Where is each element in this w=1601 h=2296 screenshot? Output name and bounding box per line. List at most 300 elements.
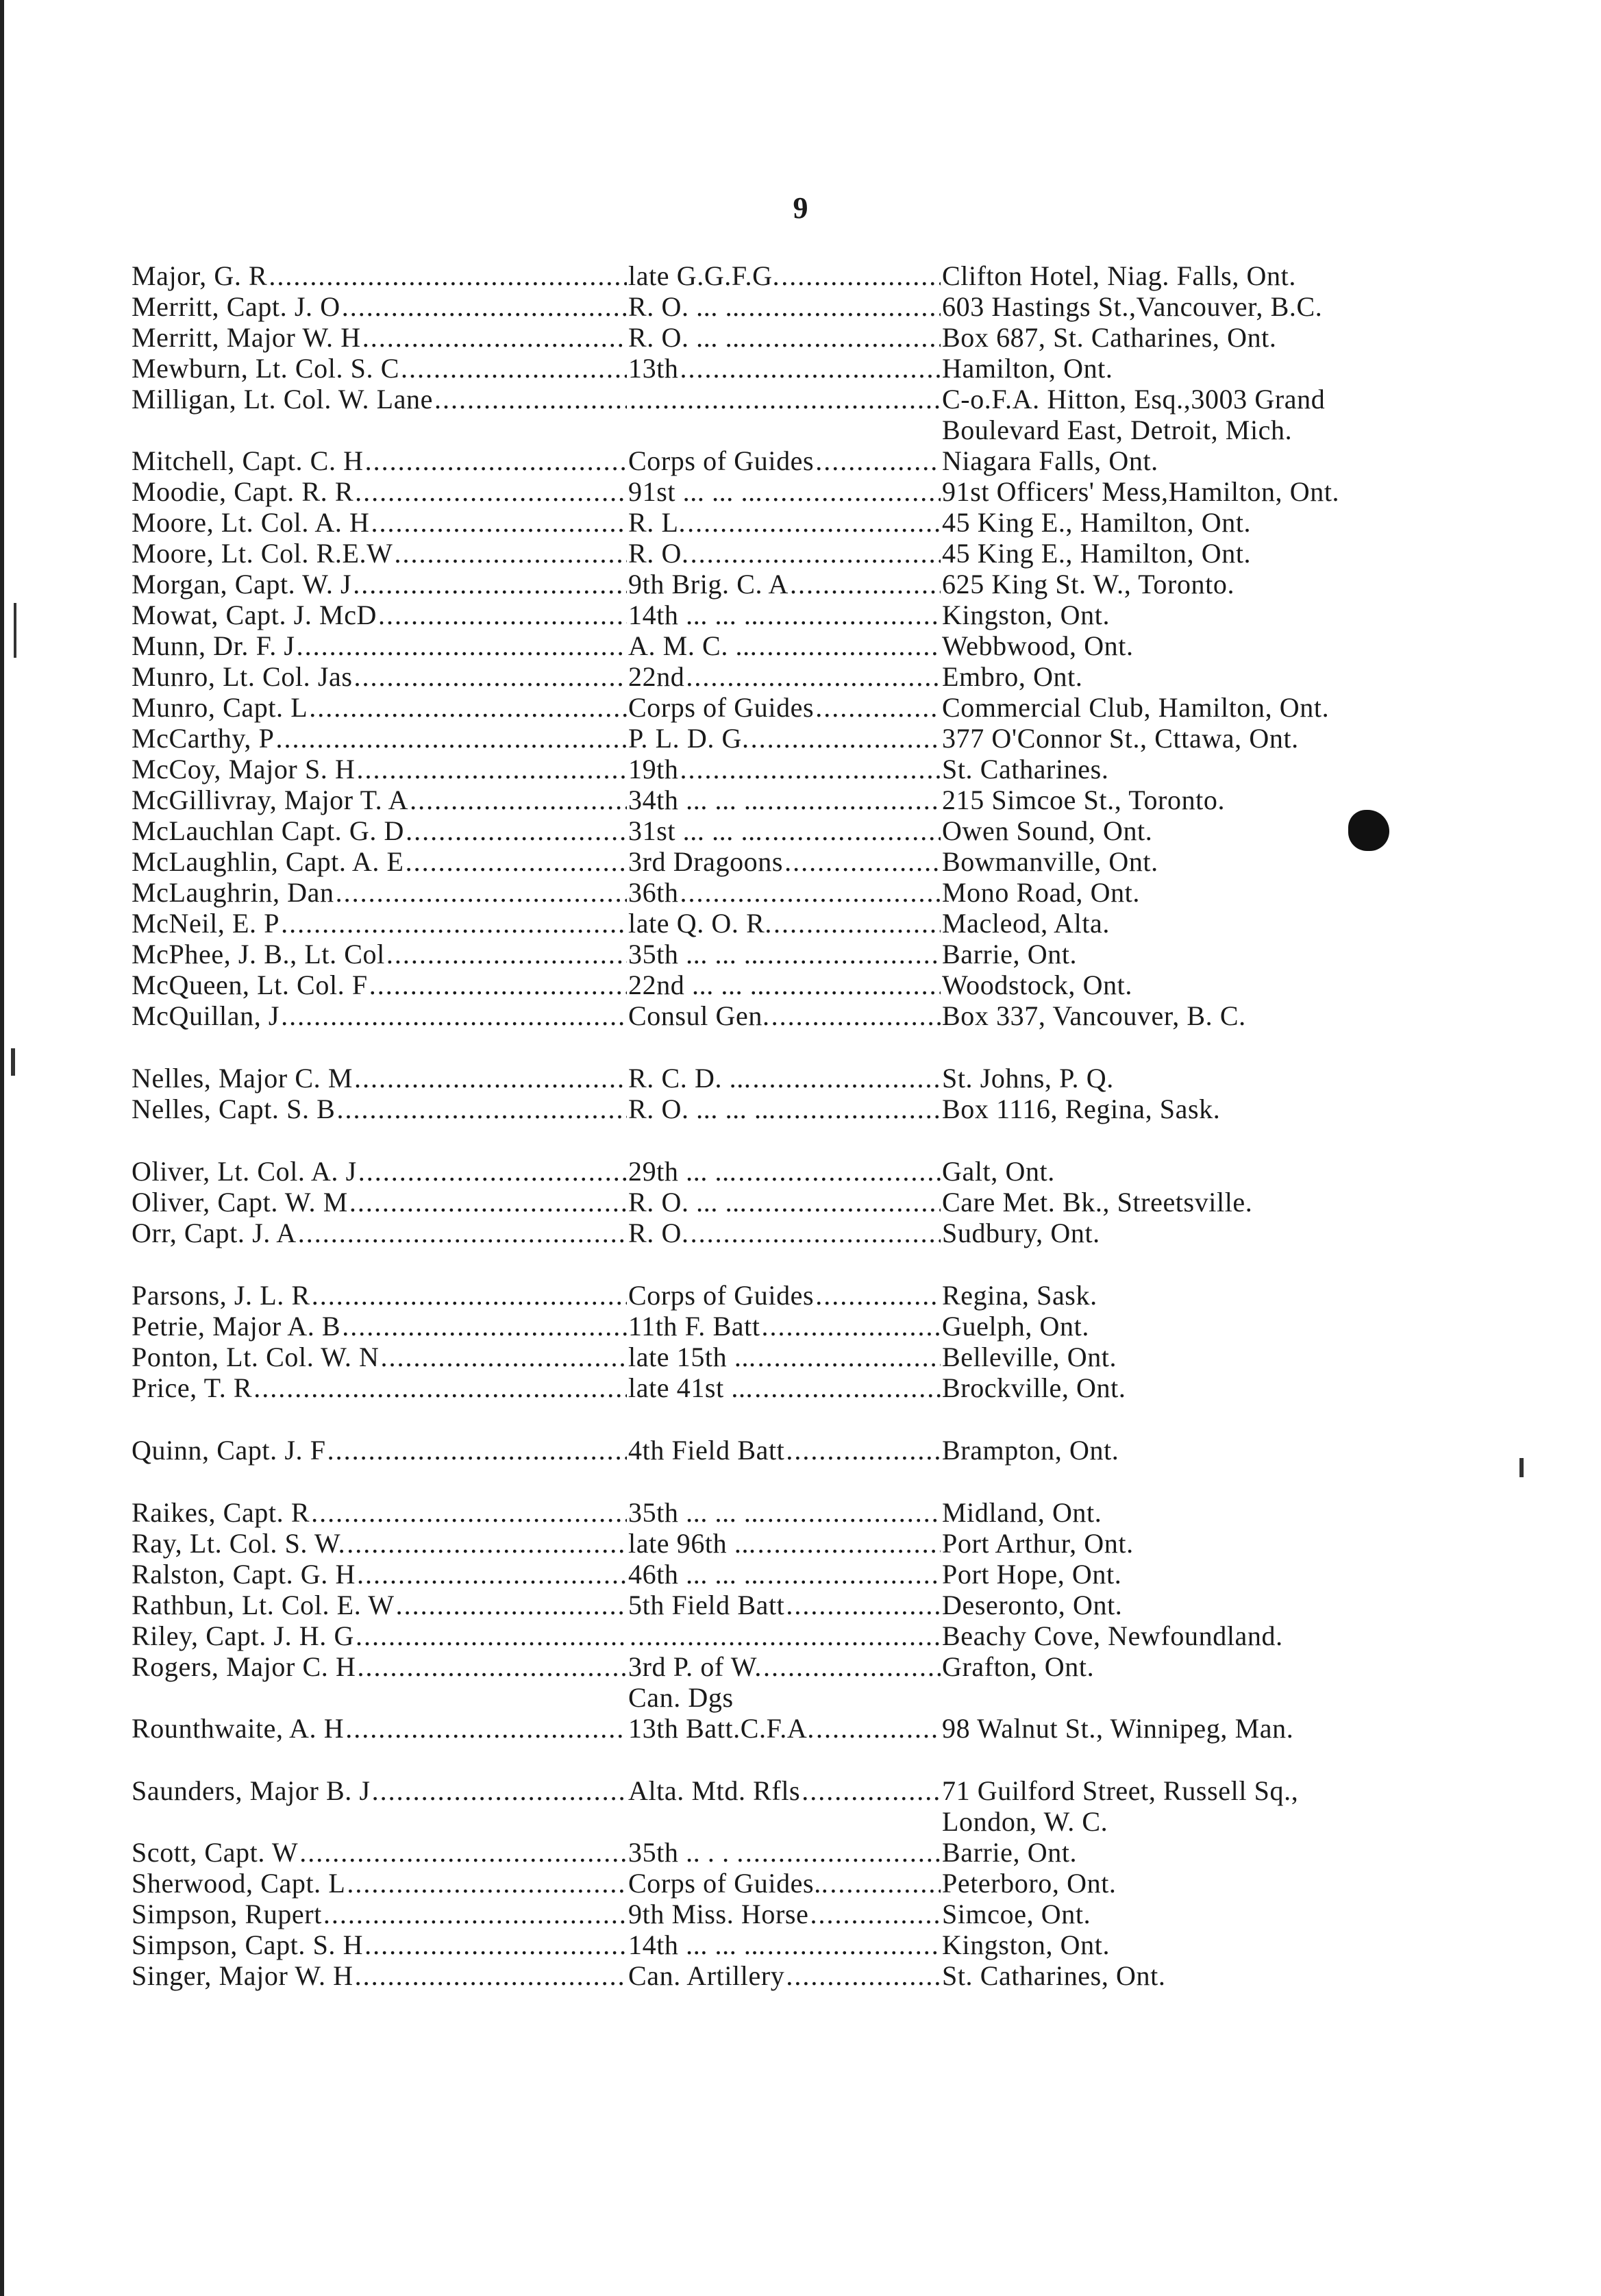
dot-leader bbox=[371, 507, 627, 538]
dot-leader bbox=[357, 754, 628, 785]
entry-unit: Corps of Guides bbox=[628, 445, 815, 476]
entry-unit-cell bbox=[628, 1775, 942, 1837]
entry-address: Box 687, St. Catharines, Ont. bbox=[942, 322, 1277, 353]
entry-unit: 14th ... ... ... bbox=[628, 1929, 766, 1960]
dot-leader bbox=[269, 260, 627, 291]
directory-entry bbox=[132, 1063, 1601, 1094]
entry-name: Scott, Capt. W bbox=[132, 1837, 299, 1868]
dot-leader bbox=[410, 785, 627, 815]
entry-name-cell bbox=[132, 1868, 628, 1899]
dot-leader bbox=[680, 877, 941, 908]
entry-address: Belleville, Ont. bbox=[942, 1342, 1117, 1372]
entry-address-cell bbox=[942, 291, 1480, 322]
entry-unit-cell bbox=[628, 353, 942, 384]
entry-unit: 35th ... ... ... bbox=[628, 1497, 766, 1528]
dot-leader bbox=[401, 353, 627, 384]
dot-leader bbox=[810, 1899, 941, 1929]
entry-name: McPhee, J. B., Lt. Col bbox=[132, 939, 385, 970]
directory-entry bbox=[132, 723, 1601, 754]
ink-blot bbox=[1348, 810, 1389, 851]
entry-unit: 13th bbox=[628, 353, 679, 384]
directory-entry bbox=[132, 1187, 1601, 1218]
directory-group bbox=[0, 1775, 1601, 1991]
entry-unit: 35th .. . . . bbox=[628, 1837, 744, 1868]
entry-unit-cell bbox=[628, 1868, 942, 1899]
entry-address: Port Hope, Ont. bbox=[942, 1559, 1122, 1590]
entry-address: Bowmanville, Ont. bbox=[942, 846, 1158, 877]
dot-leader bbox=[357, 1651, 627, 1682]
entry-name: Oliver, Lt. Col. A. J bbox=[132, 1156, 357, 1187]
entry-name: McCoy, Major S. H bbox=[132, 754, 356, 785]
entry-name: Major, G. R bbox=[132, 260, 268, 291]
dot-leader bbox=[386, 939, 627, 970]
entry-address-cell bbox=[942, 1651, 1480, 1713]
entry-address: Brampton, Ont. bbox=[942, 1435, 1119, 1466]
entry-address: Owen Sound, Ont. bbox=[942, 815, 1153, 846]
entry-name-cell bbox=[132, 970, 628, 1000]
entry-unit-cell bbox=[628, 785, 942, 815]
directory-entry bbox=[132, 476, 1601, 507]
entry-unit-cell bbox=[628, 630, 942, 661]
directory-entry bbox=[132, 877, 1601, 908]
entry-address: Box 1116, Regina, Sask. bbox=[942, 1094, 1221, 1124]
entry-name: McGillivray, Major T. A bbox=[132, 785, 409, 815]
dot-leader bbox=[381, 1342, 627, 1372]
dot-leader bbox=[784, 846, 941, 877]
entry-unit: 3rd P. of W. Can. Dgs bbox=[628, 1651, 762, 1713]
entry-address: 215 Simcoe St., Toronto. bbox=[942, 785, 1226, 815]
directory-entry bbox=[132, 384, 1601, 445]
page-number: 9 bbox=[793, 191, 808, 225]
dot-leader bbox=[372, 1775, 627, 1806]
entry-name: Rogers, Major C. H bbox=[132, 1651, 356, 1682]
entry-address-cell bbox=[942, 260, 1480, 291]
entry-name: Riley, Capt. J. H. G bbox=[132, 1620, 354, 1651]
dot-leader bbox=[253, 1372, 627, 1403]
entry-name: Mowat, Capt. J. McD bbox=[132, 600, 377, 630]
entry-address: Care Met. Bk., Streetsville. bbox=[942, 1187, 1253, 1218]
entry-name: Mitchell, Capt. C. H bbox=[132, 445, 364, 476]
dot-leader bbox=[745, 1837, 941, 1868]
entry-address-cell bbox=[942, 1929, 1480, 1960]
entry-address-cell bbox=[942, 908, 1480, 939]
entry-address: Beachy Cove, Newfoundland. bbox=[942, 1620, 1283, 1651]
entry-unit-cell bbox=[628, 384, 942, 445]
entry-unit: late G.G.F.G. bbox=[628, 260, 780, 291]
directory-entry bbox=[132, 538, 1601, 569]
dot-leader bbox=[311, 1497, 627, 1528]
dot-leader bbox=[312, 1280, 627, 1311]
entry-name-cell bbox=[132, 846, 628, 877]
directory-entry bbox=[132, 939, 1601, 970]
directory-entry bbox=[132, 507, 1601, 538]
entry-unit: R. L. bbox=[628, 507, 686, 538]
directory-entry bbox=[132, 1899, 1601, 1929]
entry-address: Barrie, Ont. bbox=[942, 1837, 1078, 1868]
dot-leader bbox=[347, 1528, 627, 1559]
entry-name: Rounthwaite, A. H bbox=[132, 1713, 345, 1744]
entry-address-cell bbox=[942, 846, 1480, 877]
dot-leader bbox=[781, 260, 941, 291]
directory-group bbox=[0, 1435, 1601, 1466]
entry-name-cell bbox=[132, 1775, 628, 1837]
entry-unit: Corps of Guides bbox=[628, 1280, 815, 1311]
directory-entry bbox=[132, 1000, 1601, 1031]
dot-leader bbox=[354, 661, 627, 692]
dot-leader bbox=[752, 1063, 941, 1094]
entry-unit-cell bbox=[628, 970, 942, 1000]
entry-unit: Corps of Guides.. bbox=[628, 1868, 829, 1899]
dot-leader bbox=[767, 939, 941, 970]
entry-name: Saunders, Major B. J bbox=[132, 1775, 371, 1806]
dot-leader bbox=[767, 1559, 941, 1590]
entry-name: Simpson, Rupert bbox=[132, 1899, 322, 1929]
dot-leader bbox=[773, 908, 941, 939]
entry-address: Regina, Sask. bbox=[942, 1280, 1097, 1311]
dot-leader bbox=[773, 970, 941, 1000]
entry-address: Kingston, Ont. bbox=[942, 600, 1110, 630]
dot-leader bbox=[767, 600, 941, 630]
entry-address-cell bbox=[942, 877, 1480, 908]
directory-entry bbox=[132, 1528, 1601, 1559]
entry-name-cell bbox=[132, 908, 628, 939]
entry-address-cell bbox=[942, 507, 1480, 538]
entry-name-cell bbox=[132, 1063, 628, 1094]
entry-address-cell bbox=[942, 1620, 1480, 1651]
entry-address-cell bbox=[942, 1435, 1480, 1466]
entry-unit-cell bbox=[628, 1372, 942, 1403]
entry-name: Munro, Lt. Col. Jas bbox=[132, 661, 353, 692]
directory-entry bbox=[132, 908, 1601, 939]
entry-name-cell bbox=[132, 1528, 628, 1559]
entry-unit-cell bbox=[628, 1620, 942, 1651]
entry-unit: 31st ... ... ... bbox=[628, 815, 763, 846]
entry-unit: R. C. D. ... bbox=[628, 1063, 752, 1094]
entry-name-cell bbox=[132, 1497, 628, 1528]
entry-unit: 3rd Dragoons bbox=[628, 846, 784, 877]
entry-address: Clifton Hotel, Niag. Falls, Ont. bbox=[942, 260, 1296, 291]
entry-name-cell bbox=[132, 1218, 628, 1248]
dot-leader bbox=[738, 1156, 941, 1187]
directory-entry bbox=[132, 1775, 1601, 1837]
entry-name-cell bbox=[132, 939, 628, 970]
entry-name: Ralston, Capt. G. H bbox=[132, 1559, 356, 1590]
entry-address-cell bbox=[942, 353, 1480, 384]
entry-name-cell bbox=[132, 1280, 628, 1311]
entry-unit: 5th Field Batt bbox=[628, 1590, 785, 1620]
entry-name-cell bbox=[132, 1713, 628, 1744]
entry-name: Morgan, Capt. W. J bbox=[132, 569, 352, 600]
dot-leader bbox=[754, 1372, 941, 1403]
entry-name-cell bbox=[132, 1094, 628, 1124]
dot-leader bbox=[771, 1000, 941, 1031]
entry-unit: 36th bbox=[628, 877, 679, 908]
directory-entry bbox=[132, 692, 1601, 723]
entry-address: Midland, Ont. bbox=[942, 1497, 1102, 1528]
entry-name: Moodie, Capt. R. R bbox=[132, 476, 354, 507]
dot-leader bbox=[354, 1063, 627, 1094]
entry-address-cell bbox=[942, 1960, 1480, 1991]
entry-unit-cell bbox=[628, 1063, 942, 1094]
entry-name-cell bbox=[132, 630, 628, 661]
dot-leader bbox=[815, 445, 941, 476]
dot-leader bbox=[762, 1311, 941, 1342]
entry-unit-cell bbox=[628, 1435, 942, 1466]
directory-entry bbox=[132, 1218, 1601, 1248]
entry-unit-cell bbox=[628, 322, 942, 353]
entry-name: Simpson, Capt. S. H bbox=[132, 1929, 364, 1960]
dot-leader bbox=[764, 815, 941, 846]
entry-name: Sherwood, Capt. L bbox=[132, 1868, 346, 1899]
entry-name-cell bbox=[132, 569, 628, 600]
entry-name-cell bbox=[132, 1342, 628, 1372]
dot-leader bbox=[355, 1960, 627, 1991]
dot-leader bbox=[281, 908, 627, 939]
directory-entry bbox=[132, 1837, 1601, 1868]
entry-unit-cell bbox=[628, 1000, 942, 1031]
entry-address: Galt, Ont. bbox=[942, 1156, 1055, 1187]
entry-unit-cell bbox=[628, 846, 942, 877]
entry-unit-cell bbox=[628, 908, 942, 939]
entry-unit: 29th ... ... bbox=[628, 1156, 737, 1187]
dot-leader bbox=[353, 569, 627, 600]
entry-unit: 11th F. Batt bbox=[628, 1311, 760, 1342]
entry-address-cell bbox=[942, 723, 1480, 754]
dot-leader bbox=[275, 723, 627, 754]
entry-name-cell bbox=[132, 692, 628, 723]
entry-unit-cell bbox=[628, 538, 942, 569]
dot-leader bbox=[680, 754, 941, 785]
entry-address: 45 King E., Hamilton, Ont. bbox=[942, 507, 1252, 538]
entry-unit: P. L. D. G. bbox=[628, 723, 749, 754]
entry-name-cell bbox=[132, 1559, 628, 1590]
entry-unit-cell bbox=[628, 569, 942, 600]
dot-leader bbox=[298, 1218, 627, 1248]
entry-unit: 34th ... ... ... bbox=[628, 785, 766, 815]
dot-leader bbox=[764, 476, 941, 507]
entry-name-cell bbox=[132, 1960, 628, 1991]
entry-unit: 19th bbox=[628, 754, 679, 785]
dot-leader bbox=[364, 1929, 627, 1960]
dot-leader bbox=[362, 322, 627, 353]
entry-unit-cell bbox=[628, 1899, 942, 1929]
entry-address: Kingston, Ont. bbox=[942, 1929, 1110, 1960]
entry-unit-cell bbox=[628, 692, 942, 723]
entry-name-cell bbox=[132, 260, 628, 291]
entry-unit-cell bbox=[628, 1713, 942, 1744]
entry-name-cell bbox=[132, 877, 628, 908]
entry-unit: R. O. ... ... bbox=[628, 291, 747, 322]
directory-group bbox=[0, 1063, 1601, 1124]
dot-leader bbox=[816, 1713, 941, 1744]
entry-unit: Corps of Guides bbox=[628, 692, 815, 723]
directory-entry bbox=[132, 260, 1601, 291]
dot-leader bbox=[369, 970, 627, 1000]
directory-entry bbox=[132, 1372, 1601, 1403]
entry-name-cell bbox=[132, 1837, 628, 1868]
entry-name: Oliver, Capt. W. M bbox=[132, 1187, 348, 1218]
entry-address-cell bbox=[942, 661, 1480, 692]
entry-name: Ray, Lt. Col. S. W. bbox=[132, 1528, 346, 1559]
entry-name-cell bbox=[132, 785, 628, 815]
dot-leader bbox=[758, 1528, 941, 1559]
dot-leader bbox=[686, 661, 941, 692]
entry-address-cell bbox=[942, 1590, 1480, 1620]
directory-entry bbox=[132, 785, 1601, 815]
entry-unit-cell bbox=[628, 939, 942, 970]
entry-name-cell bbox=[132, 322, 628, 353]
entry-name-cell bbox=[132, 600, 628, 630]
entry-name: McNeil, E. P bbox=[132, 908, 280, 939]
directory-group bbox=[0, 1280, 1601, 1403]
entry-name: Mewburn, Lt. Col. S. C bbox=[132, 353, 399, 384]
entry-unit-cell bbox=[628, 1218, 942, 1248]
entry-unit-cell bbox=[628, 291, 942, 322]
entry-address-cell bbox=[942, 384, 1480, 445]
dot-leader bbox=[802, 1775, 941, 1806]
entry-address-cell bbox=[942, 1311, 1480, 1342]
dot-leader bbox=[748, 322, 941, 353]
entry-name: Petrie, Major A. B bbox=[132, 1311, 341, 1342]
directory-group bbox=[0, 260, 1601, 1031]
directory-entry bbox=[132, 1280, 1601, 1311]
dot-leader bbox=[767, 785, 941, 815]
entry-address-cell bbox=[942, 569, 1480, 600]
dot-leader bbox=[767, 1929, 941, 1960]
entry-unit-cell bbox=[628, 1837, 942, 1868]
entry-name-cell bbox=[132, 507, 628, 538]
directory-entry bbox=[132, 1620, 1601, 1651]
entry-name-cell bbox=[132, 1000, 628, 1031]
entry-address: Webbwood, Ont. bbox=[942, 630, 1134, 661]
dot-leader bbox=[434, 384, 627, 415]
entry-address: Brockville, Ont. bbox=[942, 1372, 1126, 1403]
entry-address-cell bbox=[942, 322, 1480, 353]
dot-leader bbox=[790, 569, 941, 600]
dot-leader bbox=[680, 353, 941, 384]
dot-leader bbox=[345, 1713, 627, 1744]
entry-address: Box 337, Vancouver, B. C. bbox=[942, 1000, 1246, 1031]
entry-address: 625 King St. W., Toronto. bbox=[942, 569, 1235, 600]
entry-address: 603 Hastings St.,Vancouver, B.C. bbox=[942, 291, 1323, 322]
entry-name: Munro, Capt. L bbox=[132, 692, 308, 723]
entry-address: St. Johns, P. Q. bbox=[942, 1063, 1114, 1094]
entry-unit: Alta. Mtd. Rfls bbox=[628, 1775, 801, 1806]
entry-address: Barrie, Ont. bbox=[942, 939, 1078, 970]
entry-address: 71 Guilford Street, Russell Sq., London, W. C. bbox=[942, 1775, 1299, 1837]
entry-name-cell bbox=[132, 1372, 628, 1403]
entry-name-cell bbox=[132, 1156, 628, 1187]
entry-unit: 9th Brig. C. A bbox=[628, 569, 789, 600]
entry-unit-cell bbox=[628, 1342, 942, 1372]
dot-leader bbox=[748, 291, 941, 322]
dot-leader bbox=[378, 600, 627, 630]
entry-name: Parsons, J. L. R bbox=[132, 1280, 310, 1311]
directory-entry bbox=[132, 1094, 1601, 1124]
dot-leader bbox=[830, 1868, 941, 1899]
entry-address-cell bbox=[942, 1528, 1480, 1559]
entry-unit-cell bbox=[628, 661, 942, 692]
entry-address-cell bbox=[942, 1094, 1480, 1124]
entry-address: Hamilton, Ont. bbox=[942, 353, 1113, 384]
entry-name: Milligan, Lt. Col. W. Lane bbox=[132, 384, 434, 415]
entry-name-cell bbox=[132, 1311, 628, 1342]
entry-unit: late 41st ... bbox=[628, 1372, 754, 1403]
entry-unit-cell bbox=[628, 1651, 942, 1713]
dot-leader bbox=[815, 1280, 941, 1311]
entry-address-cell bbox=[942, 538, 1480, 569]
entry-unit: R. O. ... ... ... bbox=[628, 1094, 776, 1124]
entry-name: McLaughrin, Dan bbox=[132, 877, 334, 908]
entry-name-cell bbox=[132, 538, 628, 569]
entry-address-cell bbox=[942, 1156, 1480, 1187]
dot-leader bbox=[406, 815, 627, 846]
dot-leader bbox=[687, 507, 941, 538]
directory-entry bbox=[132, 1960, 1601, 1991]
entry-unit-cell bbox=[628, 1590, 942, 1620]
dot-leader bbox=[691, 538, 941, 569]
entry-name-cell bbox=[132, 1620, 628, 1651]
entry-unit-cell bbox=[628, 1187, 942, 1218]
dot-leader bbox=[748, 1187, 941, 1218]
entry-address-cell bbox=[942, 445, 1480, 476]
entry-unit-cell bbox=[628, 600, 942, 630]
entry-unit: 4th Field Batt bbox=[628, 1435, 785, 1466]
entry-address-cell bbox=[942, 1497, 1480, 1528]
entry-name-cell bbox=[132, 384, 628, 445]
directory-entry bbox=[132, 1497, 1601, 1528]
entry-address-cell bbox=[942, 630, 1480, 661]
entry-address-cell bbox=[942, 1899, 1480, 1929]
officer-directory bbox=[0, 260, 1601, 2023]
entry-name-cell bbox=[132, 1590, 628, 1620]
entry-address-cell bbox=[942, 1775, 1480, 1837]
entry-address-cell bbox=[942, 1342, 1480, 1372]
entry-address: Niagara Falls, Ont. bbox=[942, 445, 1158, 476]
directory-entry bbox=[132, 1868, 1601, 1899]
entry-name-cell bbox=[132, 1651, 628, 1713]
entry-address-cell bbox=[942, 1837, 1480, 1868]
dot-leader bbox=[297, 630, 627, 661]
entry-address-cell bbox=[942, 754, 1480, 785]
directory-entry bbox=[132, 1929, 1601, 1960]
directory-entry bbox=[132, 1713, 1601, 1744]
directory-entry bbox=[132, 970, 1601, 1000]
entry-unit-cell bbox=[628, 1280, 942, 1311]
entry-address: Port Arthur, Ont. bbox=[942, 1528, 1134, 1559]
entry-address-cell bbox=[942, 815, 1480, 846]
entry-unit: 13th Batt.C.F.A. bbox=[628, 1713, 815, 1744]
entry-address-cell bbox=[942, 1559, 1480, 1590]
entry-name: Merritt, Capt. J. O bbox=[132, 291, 340, 322]
entry-address-cell bbox=[942, 970, 1480, 1000]
entry-unit: 9th Miss. Horse bbox=[628, 1899, 809, 1929]
entry-unit-cell bbox=[628, 1559, 942, 1590]
entry-name-cell bbox=[132, 754, 628, 785]
directory-entry bbox=[132, 291, 1601, 322]
entry-address: 98 Walnut St., Winnipeg, Man. bbox=[942, 1713, 1294, 1744]
entry-name: Nelles, Major C. M bbox=[132, 1063, 353, 1094]
entry-address-cell bbox=[942, 600, 1480, 630]
entry-name-cell bbox=[132, 815, 628, 846]
entry-name-cell bbox=[132, 1435, 628, 1466]
entry-address: 45 King E., Hamilton, Ont. bbox=[942, 538, 1252, 569]
entry-unit: A. M. C. ... bbox=[628, 630, 758, 661]
directory-entry bbox=[132, 569, 1601, 600]
entry-unit-cell bbox=[628, 507, 942, 538]
directory-entry bbox=[132, 322, 1601, 353]
entry-unit: R. O. ... ... bbox=[628, 1187, 747, 1218]
